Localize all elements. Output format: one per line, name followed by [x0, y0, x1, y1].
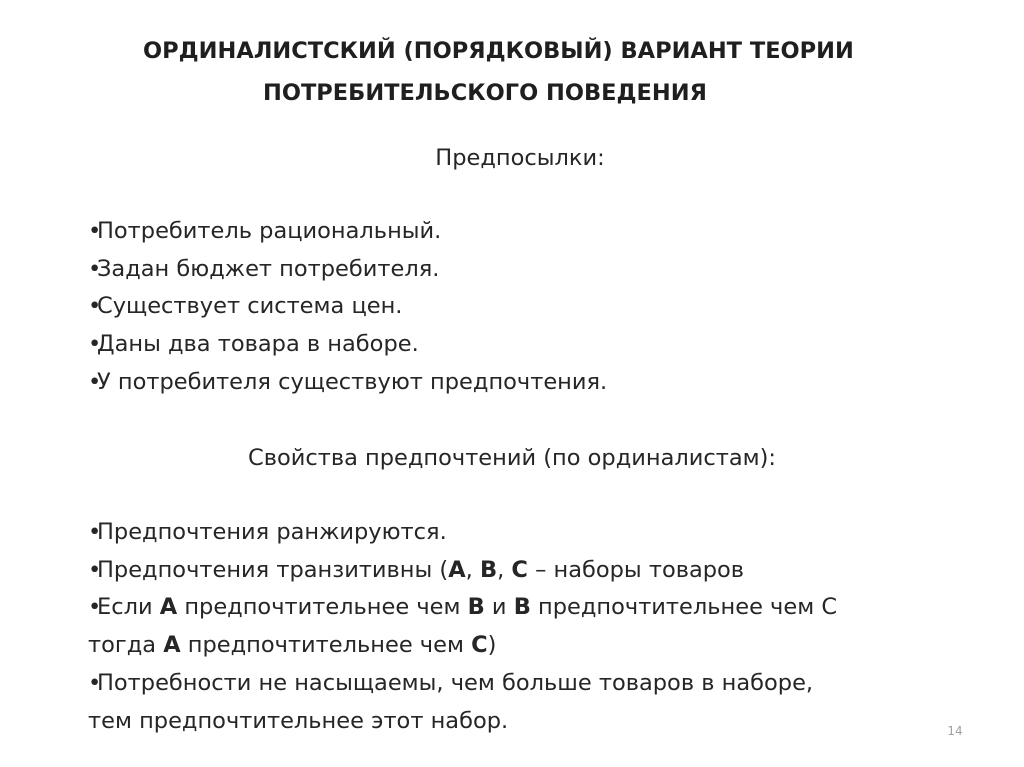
- bundle-b-label: В: [513, 594, 531, 621]
- property-text: и: [484, 594, 514, 621]
- bundle-a-label: А: [159, 594, 178, 621]
- property-text: тогда: [88, 632, 164, 659]
- property-text: ,: [497, 556, 512, 583]
- properties-heading: Свойства предпочтений (по ординалистам):: [248, 445, 776, 471]
- slide-title: [0, 30, 1024, 114]
- slide-title-line-1: ОРДИНАЛИСТСКИЙ (ПОРЯДКОВЫЙ) ВАРИАНТ ТЕОРИИ: [143, 38, 854, 64]
- slide-title-line-2: ПОТРЕБИТЕЛЬСКОГО ПОВЕДЕНИЯ: [263, 80, 707, 106]
- property-text: Потребности не насыщаемы, чем больше товаров в наборе,: [97, 669, 814, 696]
- bundle-c-label: С: [471, 632, 488, 659]
- property-text: Предпочтения транзитивны (: [97, 556, 449, 583]
- prerequisite-item: • Существует система цен.: [88, 288, 968, 326]
- property-item-ranked: • Предпочтения ранжируются.: [88, 514, 968, 552]
- prerequisites-heading: Предпосылки:: [435, 145, 605, 171]
- bundle-a-label: А: [163, 632, 181, 659]
- property-item-transitivity-example: [88, 589, 968, 664]
- property-text: – наборы товаров: [527, 556, 745, 583]
- property-text: предпочтительнее чем: [180, 632, 472, 659]
- bundle-a-label: А: [448, 556, 466, 583]
- bundle-c-label: С: [511, 556, 528, 583]
- bundle-b-label: В: [467, 594, 485, 621]
- property-item-transitive: [88, 552, 968, 590]
- prerequisite-item: • Задан бюджет потребителя.: [88, 251, 968, 289]
- property-continuation: тем предпочтительнее этот набор.: [88, 707, 509, 734]
- bundle-b-label: В: [479, 556, 498, 583]
- prerequisite-item: • Даны два товара в наборе.: [88, 326, 968, 364]
- property-continuation: [88, 627, 968, 665]
- property-text: ): [487, 632, 497, 659]
- property-text: предпочтительнее чем С: [530, 594, 838, 621]
- property-item-nonsatiation: [88, 665, 968, 740]
- property-text: ,: [465, 556, 480, 583]
- property-text: Если: [97, 594, 160, 621]
- prerequisite-item: • У потребителя существуют предпочтения.: [88, 364, 968, 402]
- page-number: 14: [947, 724, 963, 738]
- property-text: предпочтительнее чем: [177, 594, 468, 621]
- prerequisites-list: [88, 213, 968, 402]
- properties-list: [88, 514, 968, 740]
- prerequisite-item: • Потребитель рациональный.: [88, 213, 968, 251]
